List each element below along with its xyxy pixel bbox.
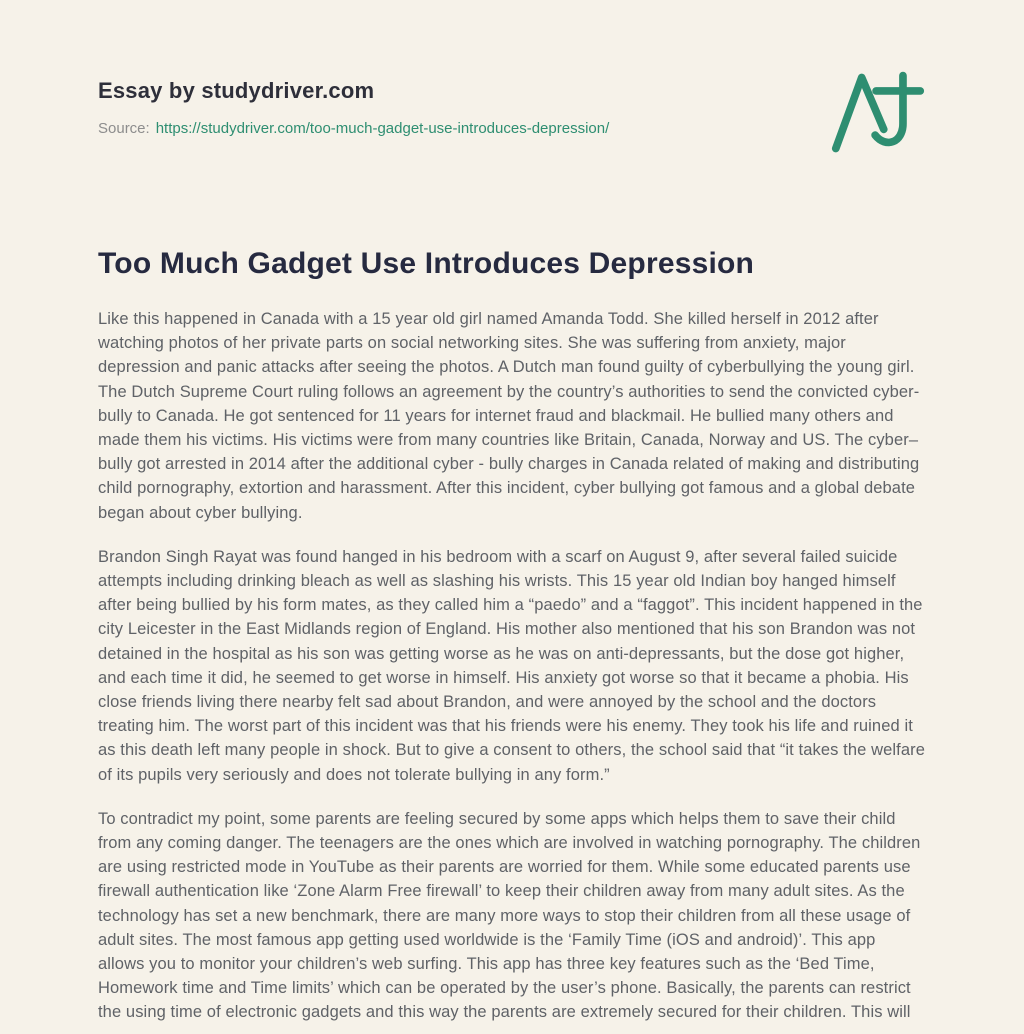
source-label: Source: (98, 120, 150, 137)
essay-body (98, 307, 926, 1025)
essay-paragraph: To contradict my point, some parents are feeling secured by some apps which helps them to save their child from any coming danger. The teenagers are the ones which are involved in watching pornography. The children are using restricted mode in YouTube as their parents are worried for them. While some educated parents use firewall authentication like ‘Zone Alarm Free firewall’ to keep their children away from many adult sites. As the technology has set a new benchmark, there are many more ways to stop their children from all these usage of adult sites. The most famous app getting used worldwide is the ‘Family Time (iOS and android)’. This app allows you to monitor your children’s web surfing. This app has three key features such as the ‘Bed Time, Homework time and Time limits’ which can be operated by the user’s phone. Basically, the parents can restrict the using time of electronic gadgets and this way the parents are extremely secured for their children. This will (98, 809, 921, 1022)
essay-paragraph: Like this happened in Canada with a 15 year old girl named Amanda Todd. She killed herself in 2012 after watching photos of her private parts on social networking sites. She was suffering from anxiety, major depression and panic attacks after seeing the photos. A Dutch man found guilty of cyberbullying the young girl. The Dutch Supreme Court ruling follows an agreement by the country’s authorities to send the convicted cyber-bully to Canada. He got sentenced for 11 years for internet fraud and blackmail. He bullied many others and made them his victims. His victims were from many countries like Britain, Canada, Norway and US. The cyber–bully got arrested in 2014 after the additional cyber - bully charges in Canada related of making and distributing child pornography, extortion and harassment. After this incident, cyber bullying got famous and a global debate began about cyber bullying. (98, 310, 920, 522)
studydriver-logo-icon (830, 66, 926, 162)
essay-paragraph: Brandon Singh Rayat was found hanged in his bedroom with a scarf on August 9, after several failed suicide attempts including drinking bleach as well as slashing his wrists. This 15 year old Indian boy hanged himself after being bullied by his form mates, as they called him a “paedo” and a “faggot”. This incident happened in the city Leicester in the East Midlands region of England. His mother also mentioned that his son Brandon was not detained in the hospital as his son was getting worse as he was on anti-depressants, but the dose got higher, and each time it did, he seemed to get worse in himself. His anxiety got worse so that it became a phobia. His close friends living there nearby felt sad about Brandon, and were annoyed by the school and the doctors treating him. The worst part of this incident was that his friends were his enemy. They took his life and ruined it as this death left many people in shock. But to give a consent to others, the school said that “it takes the welfare of its pupils very seriously and does not tolerate bullying in any form.” (98, 547, 925, 784)
source-row (98, 120, 926, 137)
source-link[interactable]: https://studydriver.com/too-much-gadget-use-introduces-depression/ (155, 120, 610, 137)
byline: Essay by studydriver.com (98, 78, 375, 103)
document-page (98, 0, 926, 1025)
essay-title: Too Much Gadget Use Introduces Depression (98, 247, 755, 280)
